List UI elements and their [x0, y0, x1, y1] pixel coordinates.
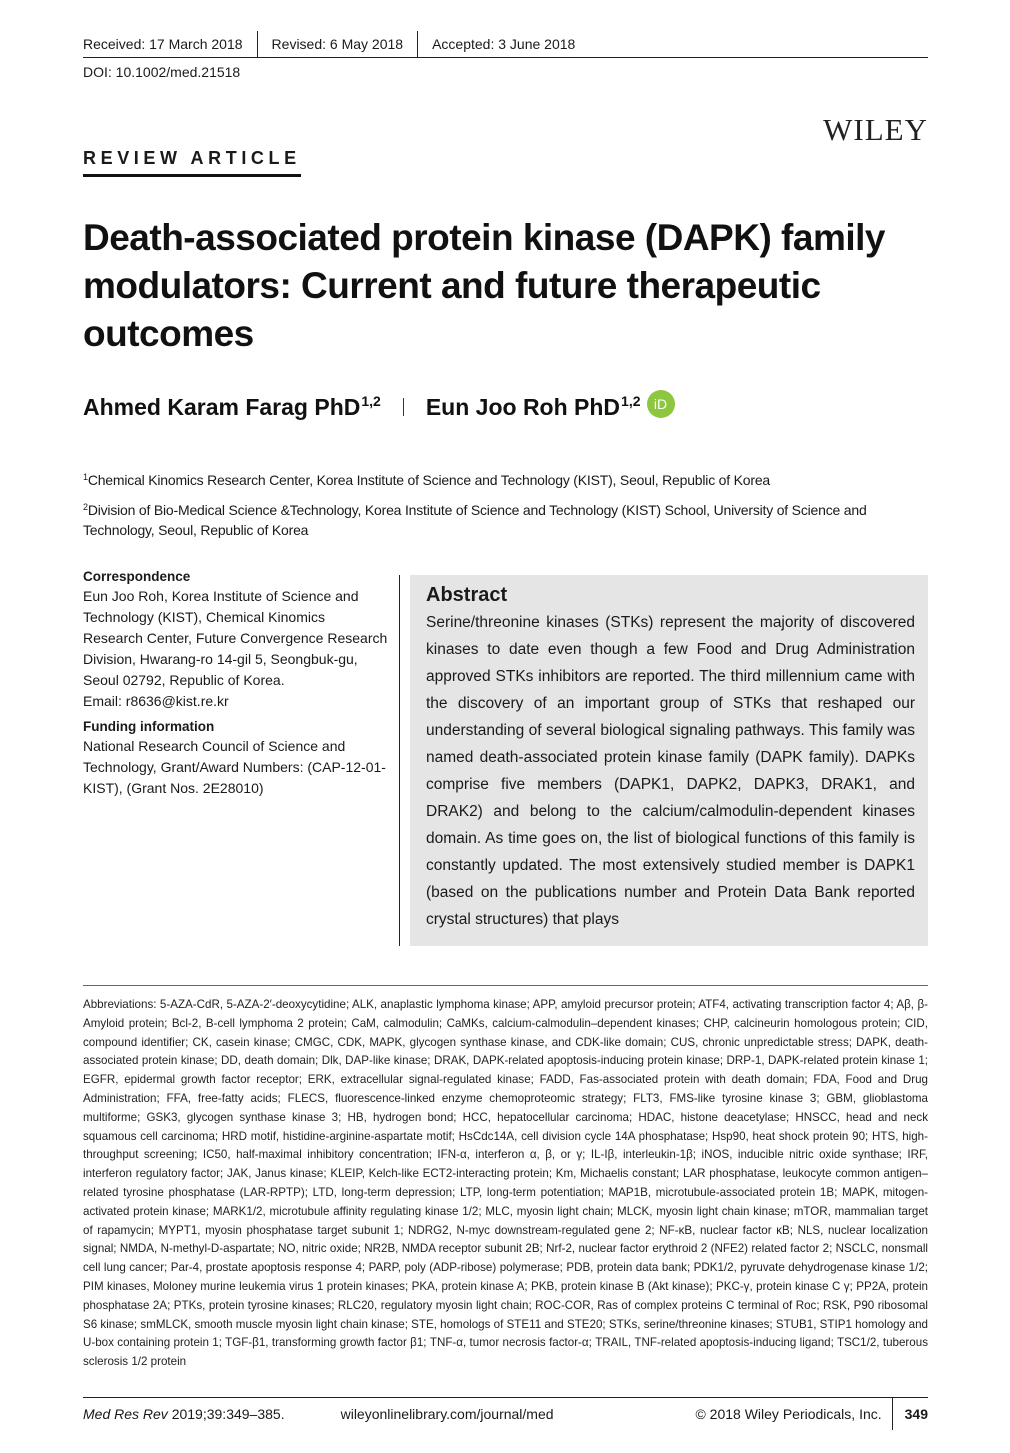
article-type: REVIEW ARTICLE	[83, 148, 301, 177]
author-list	[83, 393, 675, 421]
funding-heading: Funding information	[83, 719, 215, 734]
affiliation: $^1$Chemical Kinomics Research Center, Korea Institute of Science and Technology (KIST), Seoul, Republic of Korea	[83, 472, 771, 488]
correspondence-email[interactable]: Email: r8636@kist.re.kr	[83, 693, 229, 709]
abstract-heading: Abstract	[426, 584, 508, 606]
affiliation: $^2$Division of Bio-Medical Science &Technology, Korea Institute of Science and Technology (KIST) School, University of Science and Technology, Seoul, Republic of Korea	[83, 502, 867, 538]
author-separator	[403, 398, 404, 416]
funding-block	[83, 718, 388, 799]
received-date: Received: 17 March 2018	[83, 36, 243, 52]
doi[interactable]: DOI: 10.1002/med.21518	[83, 64, 241, 80]
section-rule	[83, 985, 928, 986]
author[interactable]: Ahmed Karam Farag PhD$^{1,2}$	[83, 393, 381, 420]
author-affiliation-ref: 1,2	[621, 393, 641, 409]
revised-date: Revised: 6 May 2018	[257, 31, 418, 57]
journal-url[interactable]: wileyonlinelibrary.com/journal/med	[340, 1405, 554, 1422]
author[interactable]: Eun Joo Roh PhD$^{1,2}$	[425, 393, 641, 420]
copyright: © 2018 Wiley Periodicals, Inc.	[695, 1405, 882, 1422]
column-divider	[399, 575, 400, 946]
correspondence-block	[83, 568, 388, 712]
accepted-date: Accepted: 3 June 2018	[417, 31, 589, 57]
author-affiliation-ref: 1,2	[361, 393, 381, 409]
side-info	[83, 568, 388, 805]
correspondence-text: Eun Joo Roh, Korea Institute of Science and Technology (KIST), Chemical Kinomics Research Center, Future Convergence Research Division, Hwarang-ro 14-gil 5, Seongbuk-gu, Seoul 02792, Republic of Korea.	[83, 588, 388, 688]
abstract-box	[410, 575, 928, 946]
affiliations	[83, 467, 928, 547]
history-strip	[83, 31, 928, 58]
wiley-logo: WILEY	[823, 112, 928, 147]
orcid-icon[interactable]: iD	[647, 390, 675, 418]
page-number: 349	[892, 1398, 928, 1430]
article-page	[83, 0, 928, 1453]
abstract-text: Serine/threonine kinases (STKs) represent the majority of discovered kinases to date even though a few Food and Drug Administration approved STKs inhibitors are reported. The third millennium came with the discovery of an important group of STKs that reshaped our understanding of several biological signaling pathways. This family was named death-associated protein kinase family (DAPK family). DAPKs comprise five members (DAPK1, DAPK2, DAPK3, DRAK1, and DRAK2) and belong to the calcium/calmodulin-dependent kinases domain. As time goes on, the list of biological functions of this family is constantly updated. The most extensively studied member is DAPK1 (based on the publications number and Protein Data Bank reported crystal structures) that plays	[426, 614, 915, 928]
correspondence-heading: Correspondence	[83, 569, 191, 584]
page-footer	[83, 1397, 928, 1429]
article-title: Death-associated protein kinase (DAPK) family modulators: Current and future therapeutic outcomes	[83, 217, 885, 354]
abbreviations: Abbreviations: 5-AZA-CdR, 5-AZA-2′-deoxycytidine; ALK, anaplastic lymphoma kinase; APP, amyloid precursor protein; ATF4, activating transcription factor 4; Aβ, β-Amyloid protein; Bcl-2, B-cell lymphoma 2 protein; CaM, calmodulin; CaMKs, calcium-calmodulin–dependent kinases; CHP, calcineurin homologous protein; CID, compound identifier; CK, casein kinase; CMGC, CDK, MAPK, glycogen synthase kinase, and CDK-like domain; CUS, chronic unpredictable stress; DAPK, death-associated protein kinase; DD, death domain; Dlk, DAP-like kinase; DRAK, DAPK-related apoptosis-inducing protein kinase; DRP-1, DAPK-related protein kinase 1; EGFR, epidermal growth factor receptor; ERK, extracellular signal-regulated kinase; FADD, Fas-associated protein with death domain; FDA, Food and Drug Administration; FFA, free-fatty acids; FLECS, fluorescence-linked enzyme chemoproteomic strategy; FLT3, FMS-like tyrosine kinase 3; GBM, glioblastoma multiforme; GSK3, glycogen synthase kinase 3; HB, hydrogen bond; HCC, hepatocellular carcinoma; HDAC, histone deacetylase; HNSCC, head and neck squamous cell carcinoma; HRD motif, histidine-arginine-aspartate motif; HsCdc14A, cell division cycle 14A phosphatase; Hsp90, heat shock protein 90; HTS, high-throughput screening; IC50, half-maximal inhibitory concentration; IFN-α, interferon α, β, or γ; IL-Iβ, interleukin-1β; iNOS, inducible nitric oxide synthase; IRF, interferon regulatory factor; JAK, Janus kinase; KLEIP, Kelch-like ECT2-interacting protein; Km, Michaelis constant; LAR phosphatase, leukocyte common antigen–related tyrosine phosphatase (LAR-RPTP); LTD, long-term depression; LTP, long-term potentiation; MAP1B, microtubule-associated protein 1B; MAPK, mitogen-activated protein kinase; MARK1/2, microtubule affinity regulating kinase 1/2; MLC, myosin light chain; MLCK, myosin light chain kinase; mTOR, mammalian target of rapamycin; MYPT1, myosin phosphatase target subunit 1; NDRG2, N-myc downstream-regulated gene 2; NF-κB, nuclear factor κB; NLS, nuclear localization signal; NMDA, N-methyl-D-aspartate; NO, nitric oxide; NR2B, NMDA receptor subunit 2B; Nrf-2, nuclear factor erythroid 2 (NFE2) related factor 2; NSCLC, nonsmall cell lung cancer; Par-4, prostate apoptosis response 4; PARP, poly (ADP-ribose) polymerase; PDB, protein data bank; PDK1/2, pyruvate dehydrogenase kinase 1/2; PIM kinases, Moloney murine leukemia virus 1 protein kinases; PKA, protein kinase A; PKB, protein kinase B (Akt kinase); PKC-γ, protein kinase C γ; PP2A, protein phosphatase 2A; PTKs, protein tyrosine kinases; RLC20, regulatory myosin light chain; ROC-COR, Ras of complex proteins C terminal of Roc; RSK, P90 ribosomal S6 kinase; smMLCK, smooth muscle myosin light chain kinase; STE, homologs of STE11 and STE20; STKs, serine/threonine kinases; STUB1, STIP1 homology and U-box containing protein 1; TGF-β1, transforming growth factor β1; TNF-α, tumor necrosis factor-α; TRAIL, TNF-related apoptosis-inducing ligand; TSC1/2, tuberous sclerosis 1/2 protein	[83, 998, 928, 1369]
funding-text: National Research Council of Science and Technology, Grant/Award Numbers: (CAP-12-01-KIST), (Grant Nos. 2E28010)	[83, 738, 386, 796]
journal-citation: Med Res Rev 2019;39:349–385.	[83, 1405, 285, 1422]
